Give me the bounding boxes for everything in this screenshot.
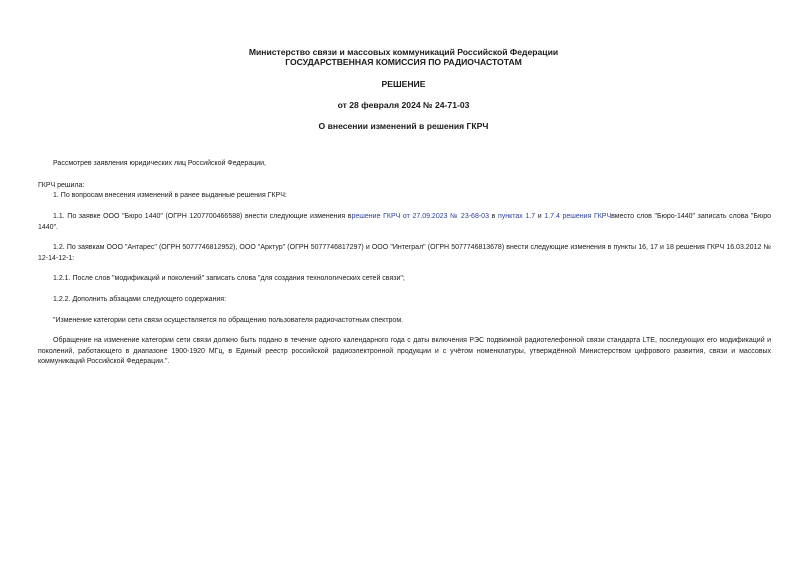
requirement-paragraph: Обращение на изменение категории сети связи должно быть подано в течение одного календарного года с даты включения РЭС подвижной радиотелефонной связи стандарта LTE, последующих его модификаций и поколений, работающего в диапазоне 1900-1920 МГц, в Единый реестр российской радиоэлектронной продукции и с учётом номенклатуры, утверждённой Министерством цифрового развития, связи и массовых коммуникаций Российской Федерации.". (38, 337, 771, 365)
quote-paragraph: "Изменение категории сети связи осуществляется по обращению пользователя радиочастотным спектром. (53, 317, 404, 324)
item-1-1-text-d: вместо слов "Бюро-1440" записать слова "Бюро 1440". (38, 213, 771, 231)
clause-1-7-link[interactable]: пунктах 1.7 (497, 213, 536, 220)
ministry-title: Министерство связи и массовых коммуникаций Российской Федерации (248, 47, 559, 57)
item-1: 1. По вопросам внесения изменений в ранее выданные решения ГКРЧ: (53, 192, 287, 199)
item-1-1-text-b: в (488, 213, 498, 220)
item-1-2-2: 1.2.2. Дополнить абзацами следующего содержания: (53, 296, 227, 303)
commission-title: ГОСУДАРСТВЕННАЯ КОМИССИЯ ПО РАДИОЧАСТОТАМ (285, 57, 522, 67)
document-date-number: от 28 февраля 2024 № 24-71-03 (337, 100, 470, 110)
item-1-1-text-c: и (535, 213, 545, 220)
item-1-1 (38, 212, 771, 233)
item-1-2-1: 1.2.1. После слов "модификаций и поколений" записать слова "для создания технологических сетей связи"; (53, 275, 405, 282)
grkch-decided: ГКРЧ решила: (38, 182, 85, 189)
document-subject: О внесении изменений в решения ГКРЧ (318, 121, 489, 131)
document-type: РЕШЕНИЕ (381, 79, 426, 89)
item-1-2: 1.2. По заявкам ООО "Антарес" (ОГРН 5077746812952), ООО "Арктур" (ОГРН 5077746817297) и ООО "Интеграл" (ОГРН 5077746813678) внести следующие изменения в пункты 16, 17 и 18 решения ГКРЧ 16.03.2012 № 12-14-12-1: (38, 244, 771, 262)
decision-link-23-68-03[interactable]: решение ГКРЧ от 27.09.2023 № 23-68-03 (351, 213, 489, 220)
intro-paragraph: Рассмотрев заявления юридических лиц Российской Федерации, (53, 160, 266, 167)
clause-1-7-4-link[interactable]: 1.7.4 решения ГКРЧ (544, 213, 612, 220)
item-1-1-text-a: 1.1. По заявке ООО "Бюро 1440" (ОГРН 1207700466588) внести следующие изменения в (53, 213, 352, 220)
